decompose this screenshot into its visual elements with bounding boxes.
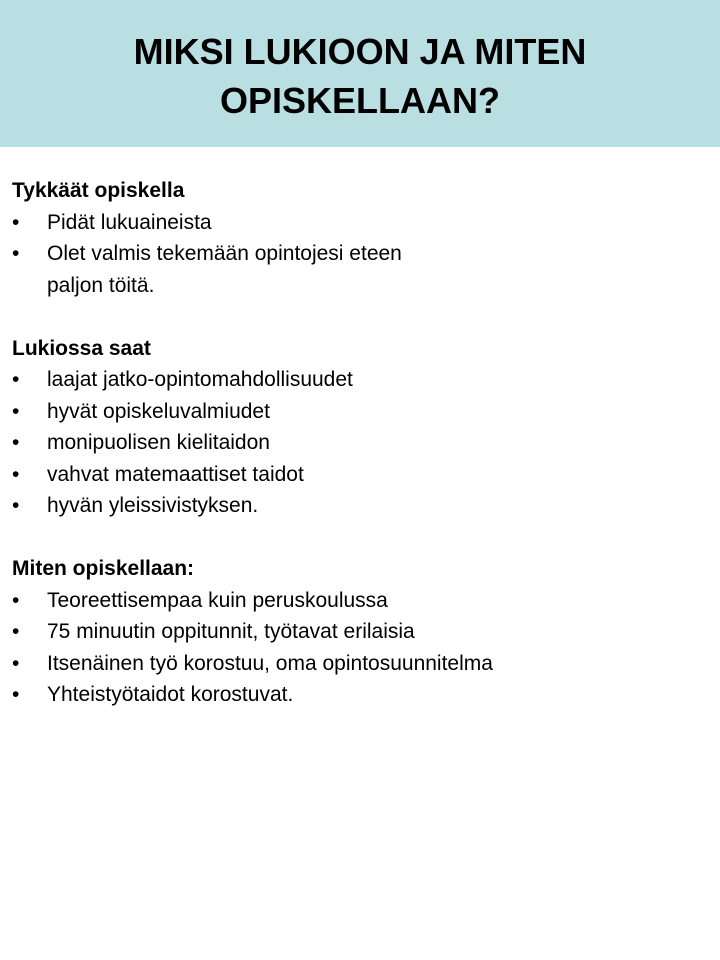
bullet-icon: •	[12, 242, 20, 265]
list-item	[12, 648, 712, 680]
bullet-icon: •	[12, 210, 20, 234]
bullet-icon: •	[12, 620, 20, 643]
section-heading: Tykkäät opiskella	[12, 179, 185, 202]
list-item	[12, 207, 712, 239]
section-heading: Lukiossa saat	[12, 336, 151, 360]
section-miten-opiskellaan	[12, 553, 712, 711]
list-item	[12, 616, 712, 648]
list-item	[12, 679, 712, 711]
slide-content	[12, 175, 712, 711]
bullet-list	[12, 585, 712, 711]
list-item	[12, 585, 712, 617]
list-item	[12, 238, 712, 301]
list-item	[12, 396, 712, 428]
bullet-list	[12, 207, 712, 302]
list-item	[12, 490, 712, 522]
list-item	[12, 364, 712, 396]
bullet-icon: •	[12, 683, 20, 706]
list-item-text: monipuolisen kielitaidon	[47, 431, 270, 454]
bullet-icon: •	[12, 399, 20, 423]
list-item-text: hyvän yleissivistyksen.	[47, 494, 259, 517]
bullet-icon: •	[12, 368, 20, 391]
title-line-1: MIKSI LUKIOON JA MITEN	[133, 31, 587, 72]
title-line-2: OPISKELLAAN?	[219, 80, 500, 121]
bullet-list	[12, 364, 712, 522]
bullet-icon: •	[12, 494, 20, 517]
bullet-icon: •	[12, 651, 20, 675]
list-item-text: Olet valmis tekemään opintojesi eteen	[47, 242, 402, 265]
list-item-text: hyvät opiskeluvalmiudet	[47, 399, 270, 423]
bullet-icon: •	[12, 588, 20, 612]
list-item-text: Yhteistyötaidot korostuvat.	[47, 683, 294, 706]
list-item-text: laajat jatko-opintomahdollisuudet	[47, 368, 353, 391]
list-item	[12, 427, 712, 459]
list-item-text-continued: paljon töitä.	[47, 273, 155, 297]
bullet-icon: •	[12, 431, 20, 454]
section-tykkaat-opiskella	[12, 175, 712, 301]
list-item-text: 75 minuutin oppitunnit, työtavat erilaisia	[47, 620, 415, 643]
list-item-text: Teoreettisempaa kuin peruskoulussa	[47, 588, 388, 612]
list-item	[12, 459, 712, 491]
list-item-text: Pidät lukuaineista	[47, 210, 212, 234]
section-lukiossa-saat	[12, 333, 712, 522]
list-item-text: vahvat matemaattiset taidot	[47, 462, 304, 486]
page-title	[0, 27, 720, 125]
list-item-text: Itsenäinen työ korostuu, oma opintosuunnitelma	[47, 651, 493, 675]
bullet-icon: •	[12, 462, 20, 486]
section-heading: Miten opiskellaan:	[12, 557, 195, 580]
